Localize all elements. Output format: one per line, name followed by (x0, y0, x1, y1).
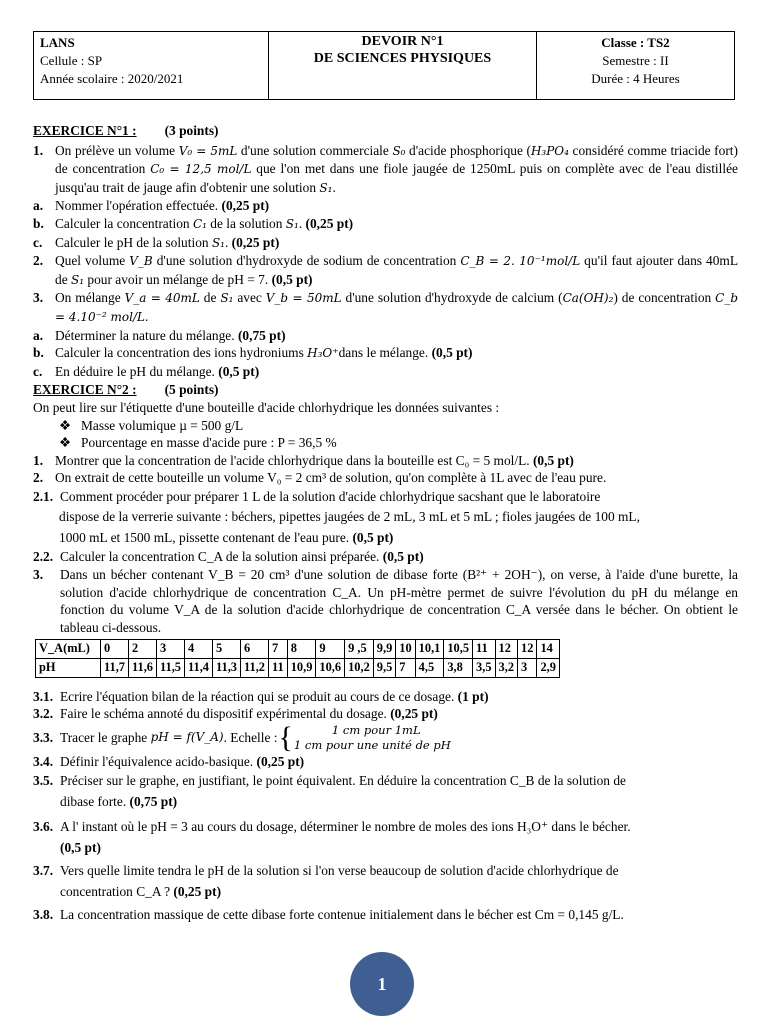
ex2-intro: On peut lire sur l'étiquette d'une bouteille d'acide chlorhydrique les données suivantes : (33, 399, 500, 415)
exercise-2-points: (5 points) (164, 382, 219, 398)
text: Comment procéder pour préparer 1 L de la solution d'acide chlorhydrique sacshant que le laboratoire (60, 488, 601, 504)
text: de la solution (206, 215, 286, 231)
table-cell: 5 (213, 640, 241, 659)
text: dibase forte. (60, 794, 130, 810)
math: S₁ (285, 216, 299, 231)
question-number: 3.4. (33, 753, 54, 769)
text: . Echelle : (223, 729, 278, 745)
points: (0,25 pt) (305, 215, 354, 231)
text: d'acide phosphorique ( (405, 142, 531, 158)
points: (0,5 pt) (431, 345, 473, 361)
ex1-question-3b (33, 344, 738, 363)
table-cell: 3 (157, 640, 185, 659)
text: dans le mélange. (338, 345, 432, 361)
question-text: La concentration massique de cette dibase forte contenue initialement dans le bécher est Cm = 0,145 g/L. (60, 907, 624, 923)
bullet-text: Pourcentage en masse d'acide pure : P = 36,5 % (81, 435, 337, 451)
math: H₃PO₄ (530, 143, 569, 158)
table-cell: 0 (101, 640, 129, 659)
points: (0,5 pt) (60, 840, 101, 856)
question-number: 2. (33, 470, 44, 486)
table-cell: 6 (241, 640, 269, 659)
table-cell: 11,6 (129, 658, 157, 677)
ex2-bullet (33, 434, 738, 452)
ex2-question-3-3 (33, 720, 738, 754)
table-cell: 7 (396, 658, 415, 677)
math: H₃O⁺ (307, 346, 339, 361)
text: ) de concentration (613, 290, 716, 306)
table-row (36, 658, 560, 677)
table-cell: 11 (473, 640, 496, 659)
page-number: 1 (377, 973, 387, 994)
question-number: 1. (33, 452, 44, 468)
exam-content (33, 122, 738, 924)
text: d'une solution d'hydroxyde de calcium ( (341, 290, 563, 306)
points: (0,25 pt) (221, 198, 270, 214)
question-number: b. (33, 215, 44, 231)
table-cell: 9,9 (373, 640, 396, 659)
table-cell: 11,7 (101, 658, 129, 677)
ex2-question-3-7 (33, 860, 738, 902)
math: S₁ (211, 235, 225, 250)
table-cell: 10,2 (345, 658, 374, 677)
text: Faire le schéma annoté du dispositif expérimental du dosage. (60, 706, 391, 722)
text: Vers quelle limite tendra le pH de la solution si l'on verse beaucoup de solution d'acide chlorhydrique de (60, 863, 619, 879)
points: (0,25 pt) (256, 753, 305, 769)
question-text: Dans un bécher contenant V_B = 20 cm³ d'une solution de dibase forte (B²⁺ + 2OH⁻), on verse, à l'aide d'une burette, la solution d'acide chlorhydrique de concentration C_A. Un pH-mètre permet de suivre l'évolution du pH du mélange en fonction du volume V_A de la solution d'acide chlorhydrique de concentration C_A versée dans le bécher. On obtient le tableau ci-dessous. (60, 566, 738, 635)
table-cell: 11 (269, 658, 288, 677)
question-text (55, 344, 738, 363)
math: C₀ = 12,5 mol/L (150, 162, 252, 177)
text: pour avoir un mélange de pH = 7. (84, 271, 272, 287)
school-year: Année scolaire : 2020/2021 (40, 71, 184, 86)
table-cell: 9 (316, 640, 345, 659)
text: Calculer la concentration C_A de la solution ainsi préparée. (60, 549, 383, 565)
table-cell: 2 (129, 640, 157, 659)
table-header-cell: V_A(mL) (36, 640, 101, 659)
question-text (55, 142, 738, 198)
math: pH = f(V_A) (150, 729, 224, 744)
question-number: 2.2. (33, 549, 54, 565)
scale-x: 1 cm pour 1mL (331, 722, 421, 737)
page-number-badge (350, 952, 414, 1016)
table-cell: 10,6 (316, 658, 345, 677)
text: On mélange (55, 290, 125, 306)
exam-title: DEVOIR N°1 (361, 34, 444, 49)
points: (0,25 pt) (231, 234, 280, 250)
math: V₀ = 5mL (178, 143, 238, 158)
titration-table (35, 639, 560, 677)
school-name: LANS (40, 35, 75, 50)
question-text (55, 234, 738, 253)
question-number: a. (33, 327, 44, 343)
question-number: 3.3. (33, 729, 54, 745)
diamond-bullet-icon: ❖ (59, 417, 72, 433)
points: (1 pt) (457, 688, 489, 704)
points: (0,75 pt) (237, 327, 286, 343)
question-number: 3. (33, 290, 44, 306)
question-text (60, 816, 738, 858)
table-cell: 3 (518, 658, 537, 677)
text: . (224, 234, 232, 250)
table-cell: 3,8 (444, 658, 473, 677)
question-text (60, 860, 738, 902)
question-text: On extrait de cette bouteille un volume V₀ = 2 cm³ de solution, qu'on complète à 1L avec de l'eau pure. (55, 470, 607, 486)
header-table (33, 31, 735, 100)
table-cell: 12 (518, 640, 537, 659)
points: (0,75 pt) (129, 794, 178, 810)
question-number: 1. (33, 142, 44, 158)
points: (0,25 pt) (173, 884, 222, 900)
ex1-question-1a (33, 197, 738, 215)
table-cell: 12 (495, 640, 518, 659)
text: Préciser sur le graphe, en justifiant, le point équivalent. En déduire la concentration C_B de la solution de (60, 773, 626, 789)
question-number: 3. (33, 566, 44, 582)
table-cell: 7 (269, 640, 288, 659)
scale-brace (278, 720, 451, 754)
text: En déduire le pH du mélange. (55, 363, 219, 379)
ex2-question-2-2 (33, 548, 738, 566)
scale-lines (294, 723, 451, 753)
question-text (55, 452, 738, 470)
table-cell: 3,5 (473, 658, 496, 677)
text: Montrer que la concentration de l'acide chlorhydrique dans la bouteille est C₀ = 5 mol/L. (55, 452, 533, 468)
text: considéré comme triacide fort) de concentration (55, 142, 738, 177)
text: avec (233, 290, 266, 306)
text: qu'il faut ajouter dans 40mL de (55, 253, 738, 287)
question-text (55, 289, 738, 326)
text: de (199, 290, 221, 306)
table-cell: 10,1 (415, 640, 444, 659)
text: Tracer le graphe (60, 729, 148, 745)
text: . (298, 215, 306, 231)
ex2-question-1 (33, 452, 738, 470)
math: V_b = 50mL (265, 291, 342, 306)
points: (0,25 pt) (390, 706, 438, 722)
text: Définir l'équivalence acido-basique. (60, 753, 257, 769)
points: (0,5 pt) (352, 529, 394, 545)
math: C_B = 2. 10⁻¹mol/L (460, 254, 581, 269)
ex1-question-3 (33, 289, 738, 326)
text: Quel volume (55, 253, 130, 269)
table-cell: 9 ,5 (345, 640, 374, 659)
text: A l' instant où le pH = 3 au cours du dosage, déterminer le nombre de moles des ions H₃O⁺ dans le bécher. (60, 819, 631, 835)
diamond-bullet-icon: ❖ (59, 435, 72, 451)
math: S₁ (319, 180, 333, 195)
ex2-question-3-4 (33, 753, 738, 771)
table-cell: 8 (287, 640, 316, 659)
ex2-question-3-6 (33, 816, 738, 858)
question-number: a. (33, 198, 44, 214)
question-text (60, 705, 738, 723)
math: C₁ (192, 216, 207, 231)
points: (0,5 pt) (271, 271, 313, 287)
text: d'une solution commerciale (237, 142, 393, 158)
ex2-question-3-5 (33, 770, 738, 812)
question-number: b. (33, 345, 44, 361)
question-text (55, 327, 738, 345)
table-cell: 9,5 (373, 658, 396, 677)
ex2-question-2-1 (33, 487, 738, 549)
table-cell: 10,9 (287, 658, 316, 677)
text: . (145, 308, 149, 324)
table-cell: 3,2 (495, 658, 518, 677)
ex2-bullet (33, 417, 738, 435)
table-cell: 11,2 (241, 658, 269, 677)
math: C_b = 4.10⁻² mol/L (55, 291, 739, 324)
question-number: 2.1. (33, 488, 54, 504)
header-left (34, 32, 269, 99)
exercise-2-title: EXERCICE N°2 : (33, 382, 137, 398)
exercise-1-heading (33, 122, 738, 140)
math: S₀ (392, 143, 406, 158)
ex2-question-2 (33, 469, 738, 487)
question-text (55, 197, 738, 215)
table-cell: 4 (185, 640, 213, 659)
header-center (269, 32, 537, 99)
exercise-1-title: EXERCICE N°1 : (33, 123, 137, 138)
ex1-question-1b (33, 215, 738, 234)
question-number: 2. (33, 253, 44, 269)
question-number: 3.8. (33, 907, 54, 923)
cell-label: Cellule : SP (40, 53, 103, 68)
question-number: 3.5. (33, 773, 54, 789)
math: V_a = 40mL (124, 291, 200, 306)
question-text (60, 688, 738, 706)
exercise-2-heading (33, 381, 738, 399)
table-row (36, 640, 560, 659)
ex1-question-3a (33, 327, 738, 345)
question-text (60, 548, 738, 566)
table-cell: 10 (396, 640, 415, 659)
text: . (332, 179, 336, 195)
text: Calculer la concentration (55, 215, 193, 231)
question-number: c. (33, 234, 43, 250)
points: (0,5 pt) (382, 549, 424, 565)
text: Calculer la concentration des ions hydroniums (55, 345, 308, 361)
text: Calculer le pH de la solution (55, 234, 212, 250)
text: concentration C_A ? (60, 884, 174, 900)
text: dispose de la verrerie suivante : béchers, pipettes jaugées de 2 mL, 3 mL et 5 mL ; fioles jaugées de 100 mL, (59, 509, 640, 525)
math: S₁ (220, 291, 234, 306)
question-text (60, 720, 738, 754)
header-right (537, 32, 734, 99)
question-text (60, 770, 738, 812)
table-cell: 11,3 (213, 658, 241, 677)
duration-label: Durée : 4 Heures (591, 71, 680, 86)
semester-label: Semestre : II (602, 53, 669, 68)
question-text (60, 487, 738, 549)
text: Ecrire l'équation bilan de la réaction qui se produit au cours de ce dosage. (60, 688, 458, 704)
table-cell: 2,9 (537, 658, 560, 677)
question-text (60, 753, 738, 771)
points: (0,5 pt) (218, 363, 260, 379)
table-header-cell: pH (36, 658, 101, 677)
question-number: c. (33, 363, 43, 379)
ex1-question-1c (33, 234, 738, 253)
text: On prélève un volume (55, 142, 179, 158)
question-number: 3.2. (33, 706, 54, 722)
class-label: Classe : TS2 (601, 35, 670, 50)
ex2-question-3-2 (33, 705, 738, 723)
ex1-question-3c (33, 363, 738, 381)
ex2-question-3 (33, 566, 738, 636)
ex1-question-1 (33, 142, 738, 198)
exercise-1-points: (3 points) (164, 123, 219, 138)
text: Déterminer la nature du mélange. (55, 327, 238, 343)
question-text (55, 252, 738, 289)
brace-glyph: { (278, 720, 293, 754)
math: Ca(OH)₂ (562, 291, 614, 306)
text: d'une solution d'hydroxyde de sodium de concentration (152, 253, 461, 269)
points: (0,5 pt) (532, 452, 574, 468)
bullet-text: Masse volumique µ = 500 g/L (81, 417, 244, 433)
math: S₁ (71, 272, 85, 287)
question-text (55, 215, 738, 234)
question-number: 3.6. (33, 819, 54, 835)
table-cell: 11,5 (157, 658, 185, 677)
math: V_B (129, 254, 153, 269)
question-number: 3.7. (33, 863, 54, 879)
ex1-question-2 (33, 252, 738, 289)
table-cell: 14 (537, 640, 560, 659)
text: Nommer l'opération effectuée. (55, 198, 222, 214)
ex2-question-3-8 (33, 906, 738, 924)
question-number: 3.1. (33, 688, 54, 704)
text: que l'on met dans une fiole jaugée de 1250mL puis on complète avec de l'eau distillée jusqu'au trait de jauge afin d'obtenir une solution (55, 161, 738, 195)
text: 1000 mL et 1500 mL, pissette contenant de l'eau pure. (59, 529, 353, 545)
table-cell: 4,5 (415, 658, 444, 677)
table-cell: 10,5 (444, 640, 473, 659)
question-text (55, 363, 738, 381)
ex2-question-3-1 (33, 688, 738, 706)
table-cell: 11,4 (185, 658, 213, 677)
scale-y: 1 cm pour une unité de pH (293, 737, 451, 752)
exam-subject: DE SCIENCES PHYSIQUES (313, 51, 492, 66)
